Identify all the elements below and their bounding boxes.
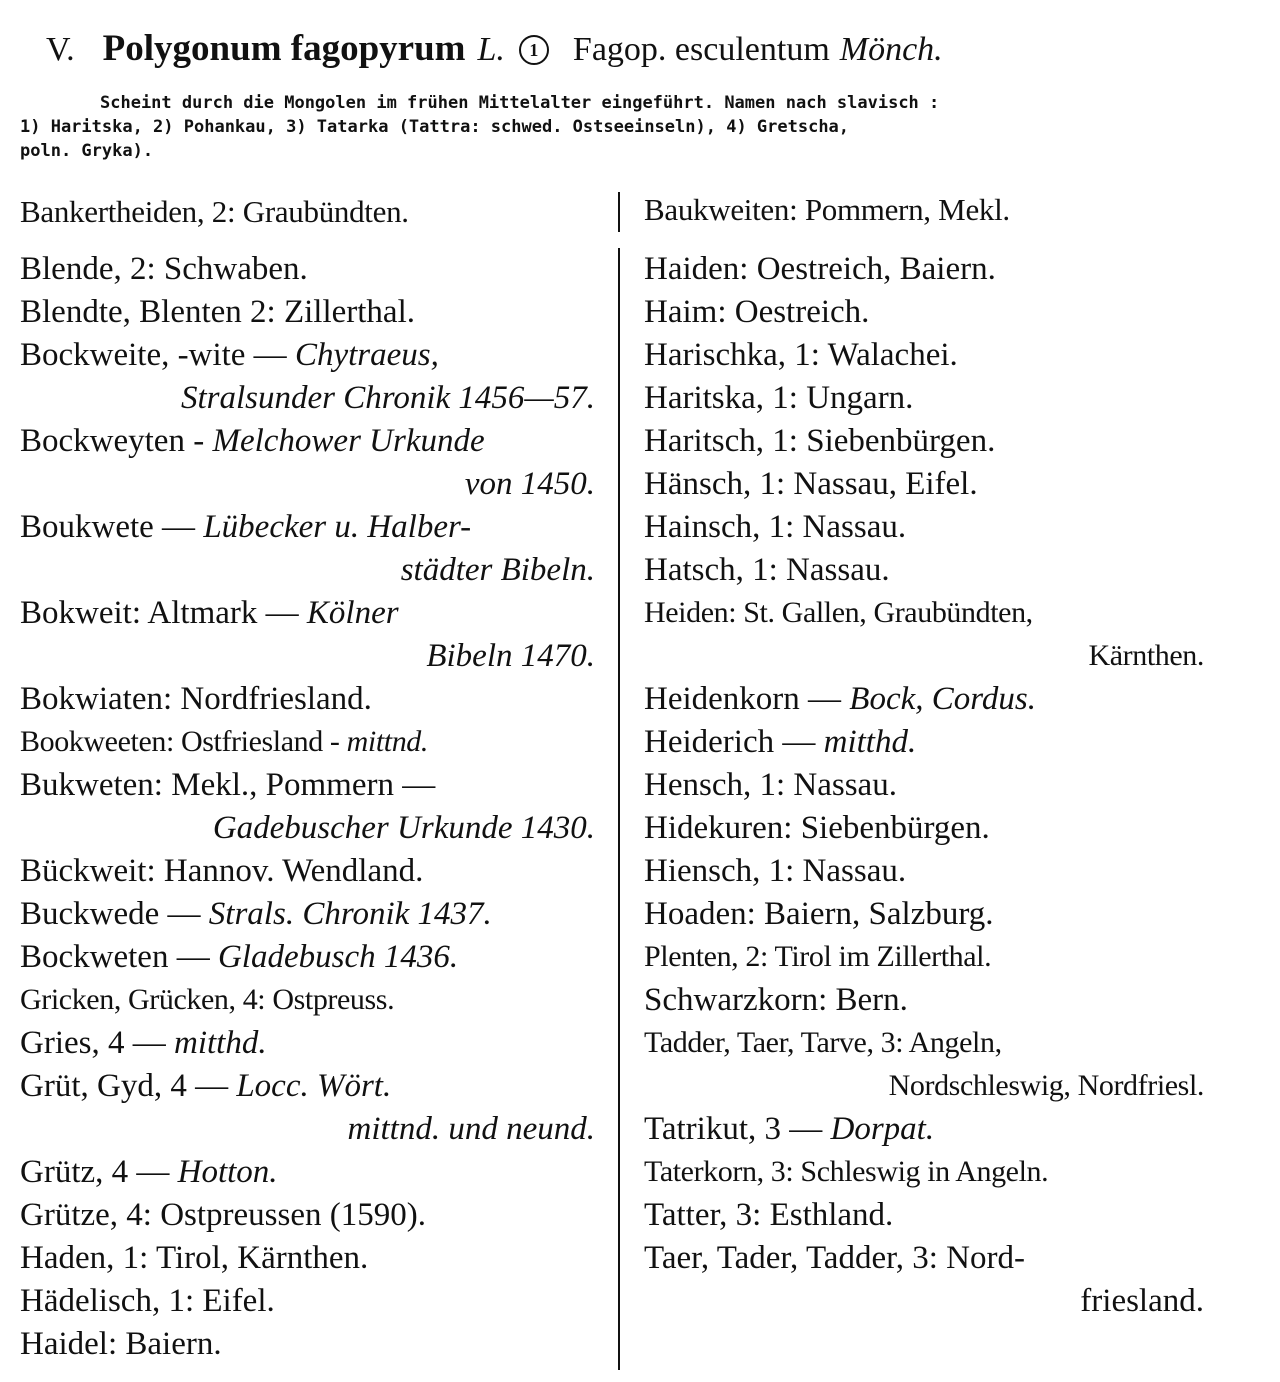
annual-symbol: 1	[519, 35, 549, 65]
synonym-author: Mönch.	[839, 31, 943, 68]
entry-source: Chytraeus,	[294, 337, 439, 373]
entry-name: Bookweeten: Ostfriesland -	[20, 725, 340, 758]
entry-name: Blende, 2: Schwaben.	[20, 251, 308, 287]
origin-note-line-1: Scheint durch die Mongolen im frühen Mittelalter eingeführt. Namen nach slavisch :	[100, 93, 940, 113]
right-entry	[644, 978, 1204, 1022]
entry-name: Hensch, 1: Nassau.	[644, 767, 897, 803]
entry-name: Schwarzkorn: Bern.	[644, 982, 908, 1018]
entry-name: Haiden: Oestreich, Baiern.	[644, 251, 996, 287]
synonym-name: Fagop. esculentum	[572, 31, 830, 68]
left-entry-continuation	[20, 548, 595, 592]
right-entry	[644, 333, 1204, 377]
left-entry-continuation	[20, 806, 595, 850]
left-entry	[20, 1279, 595, 1323]
entry-source: mittnd. und neund.	[347, 1111, 595, 1147]
left-entry-continuation	[20, 634, 595, 678]
species-name: Polygonum fagopyrum	[102, 28, 466, 69]
left-entry	[20, 892, 595, 936]
right-entry	[644, 677, 1204, 721]
entry-name: Bukweten: Mekl., Pommern —	[20, 767, 436, 803]
entry-name: Gricken, Grücken, 4: Ostpreuss.	[20, 983, 395, 1016]
entry-source: Gladebusch 1436.	[217, 939, 459, 975]
right-entry	[644, 806, 1204, 850]
left-entry	[20, 290, 595, 334]
entry-name: Haidel: Baiern.	[20, 1326, 222, 1362]
entry-source: mitthd.	[823, 724, 917, 760]
right-entry	[644, 188, 1204, 232]
section-number: V.	[46, 31, 75, 68]
entry-name: friesland.	[1080, 1283, 1204, 1319]
entry-source: Dorpat.	[830, 1111, 935, 1147]
entry-name: Bockweten —	[20, 939, 210, 975]
left-entry	[20, 1193, 595, 1237]
entry-name: Tatter, 3: Esthland.	[644, 1197, 894, 1233]
entry-source: Bock, Cordus.	[849, 681, 1036, 717]
left-entry	[20, 1021, 595, 1065]
entry-name: Bokweit: Altmark —	[20, 595, 299, 631]
left-entry	[20, 1150, 595, 1194]
left-entry	[20, 720, 595, 764]
left-entry	[20, 1236, 595, 1280]
right-entry	[644, 462, 1204, 506]
left-entry-continuation	[20, 1107, 595, 1151]
entry-name: Bokwiaten: Nordfriesland.	[20, 681, 372, 717]
entry-source: Kölner	[306, 595, 399, 631]
left-entry	[20, 333, 595, 377]
entry-source: Melchower Urkunde	[212, 423, 485, 459]
entry-name: Heiderich —	[644, 724, 816, 760]
right-entry	[644, 849, 1204, 893]
entry-name: Hoaden: Baiern, Salzburg.	[644, 896, 994, 932]
entry-name: Blendte, Blenten 2: Zillerthal.	[20, 294, 415, 330]
entry-name: Haritsch, 1: Siebenbürgen.	[644, 423, 996, 459]
right-entry	[644, 763, 1204, 807]
left-entry	[20, 849, 595, 893]
entry-name: Hainsch, 1: Nassau.	[644, 509, 907, 545]
left-entry	[20, 978, 595, 1022]
left-entry	[20, 505, 595, 549]
species-author: L.	[477, 31, 505, 68]
entry-source: Bibeln 1470.	[426, 638, 595, 674]
right-entry	[644, 505, 1204, 549]
right-entry	[644, 1150, 1204, 1194]
left-entry	[20, 1322, 595, 1366]
right-entry	[644, 548, 1204, 592]
right-entry-continuation	[644, 1279, 1204, 1323]
left-entry	[20, 247, 595, 291]
left-entry	[20, 763, 595, 807]
entry-name: Hidekuren: Siebenbürgen.	[644, 810, 990, 846]
entry-name: Grütz, 4 —	[20, 1154, 170, 1190]
entry-name: Hädelisch, 1: Eifel.	[20, 1283, 275, 1319]
entry-name: Buckwede —	[20, 896, 201, 932]
right-entry	[644, 290, 1204, 334]
left-entry	[20, 677, 595, 721]
entry-name: Heiden: St. Gallen, Graubündten,	[644, 596, 1033, 629]
origin-note-line-2: 1) Haritska, 2) Pohankau, 3) Tatarka (Tattra: schwed. Ostseeinseln), 4) Gretscha,	[20, 117, 850, 137]
right-entry	[644, 892, 1204, 936]
right-entry	[644, 720, 1204, 764]
right-entry	[644, 1193, 1204, 1237]
entry-name: Heidenkorn —	[644, 681, 842, 717]
right-entry	[644, 1107, 1204, 1151]
left-entry	[20, 935, 595, 979]
entry-name: Taterkorn, 3: Schleswig in Angeln.	[644, 1155, 1049, 1188]
right-entry	[644, 1236, 1204, 1280]
entry-name: Hänsch, 1: Nassau, Eifel.	[644, 466, 978, 502]
entry-name: Gries, 4 —	[20, 1025, 166, 1061]
entry-source: mittnd.	[346, 725, 428, 758]
entry-source: Locc. Wört.	[236, 1068, 392, 1104]
entry-name: Bückweit: Hannov. Wendland.	[20, 853, 424, 889]
entry-name: Harischka, 1: Walachei.	[644, 337, 958, 373]
entry-name: Haim: Oestreich.	[644, 294, 870, 330]
entry-name: Grüt, Gyd, 4 —	[20, 1068, 229, 1104]
entry-name: Baukweiten: Pommern, Mekl.	[644, 192, 1010, 227]
entry-name: Nordschleswig, Nordfriesl.	[888, 1069, 1204, 1102]
right-entry-continuation	[644, 634, 1204, 678]
entry-name: Haritska, 1: Ungarn.	[644, 380, 914, 416]
entry-name: Bockweite, -wite —	[20, 337, 287, 373]
entry-source: Strals. Chronik 1437.	[208, 896, 492, 932]
right-entry	[644, 419, 1204, 463]
entry-name: Tatrikut, 3 —	[644, 1111, 823, 1147]
entry-source: Gadebuscher Urkunde 1430.	[212, 810, 595, 846]
right-entry	[644, 591, 1204, 635]
right-entry	[644, 247, 1204, 291]
column-divider	[618, 192, 620, 232]
left-entry	[20, 419, 595, 463]
entry-name: Tadder, Taer, Tarve, 3: Angeln,	[644, 1026, 1002, 1059]
entry-name: Plenten, 2: Tirol im Zillerthal.	[644, 940, 992, 973]
species-heading	[46, 24, 1246, 74]
column-divider	[618, 248, 620, 1370]
entry-name: Hatsch, 1: Nassau.	[644, 552, 890, 588]
entry-source: mitthd.	[173, 1025, 267, 1061]
entry-name: Bankertheiden, 2: Graubündten.	[20, 194, 409, 229]
right-entry	[644, 1021, 1204, 1065]
right-entry	[644, 376, 1204, 420]
entry-source: von 1450.	[464, 466, 595, 502]
right-entry	[644, 935, 1204, 979]
left-entry	[20, 591, 595, 635]
entry-name: Haden, 1: Tirol, Kärnthen.	[20, 1240, 369, 1276]
left-entry	[20, 1064, 595, 1108]
left-entry	[20, 190, 595, 234]
entry-name: Kärnthen.	[1088, 639, 1204, 672]
left-entry-continuation	[20, 376, 595, 420]
entry-source: Hotton.	[177, 1154, 278, 1190]
entry-name: Boukwete —	[20, 509, 196, 545]
entry-name: Grütze, 4: Ostpreussen (1590).	[20, 1197, 426, 1233]
origin-note-line-3: poln. Gryka).	[20, 141, 154, 161]
entry-name: Bockweyten -	[20, 423, 205, 459]
right-entry-continuation	[644, 1064, 1204, 1108]
entry-name: Taer, Tader, Tadder, 3: Nord-	[644, 1240, 1025, 1276]
entry-source: städter Bibeln.	[400, 552, 595, 588]
entry-name: Hiensch, 1: Nassau.	[644, 853, 907, 889]
left-entry-continuation	[20, 462, 595, 506]
entry-source: Lübecker u. Halber-	[203, 509, 472, 545]
entry-source: Stralsunder Chronik 1456—57.	[180, 380, 595, 416]
